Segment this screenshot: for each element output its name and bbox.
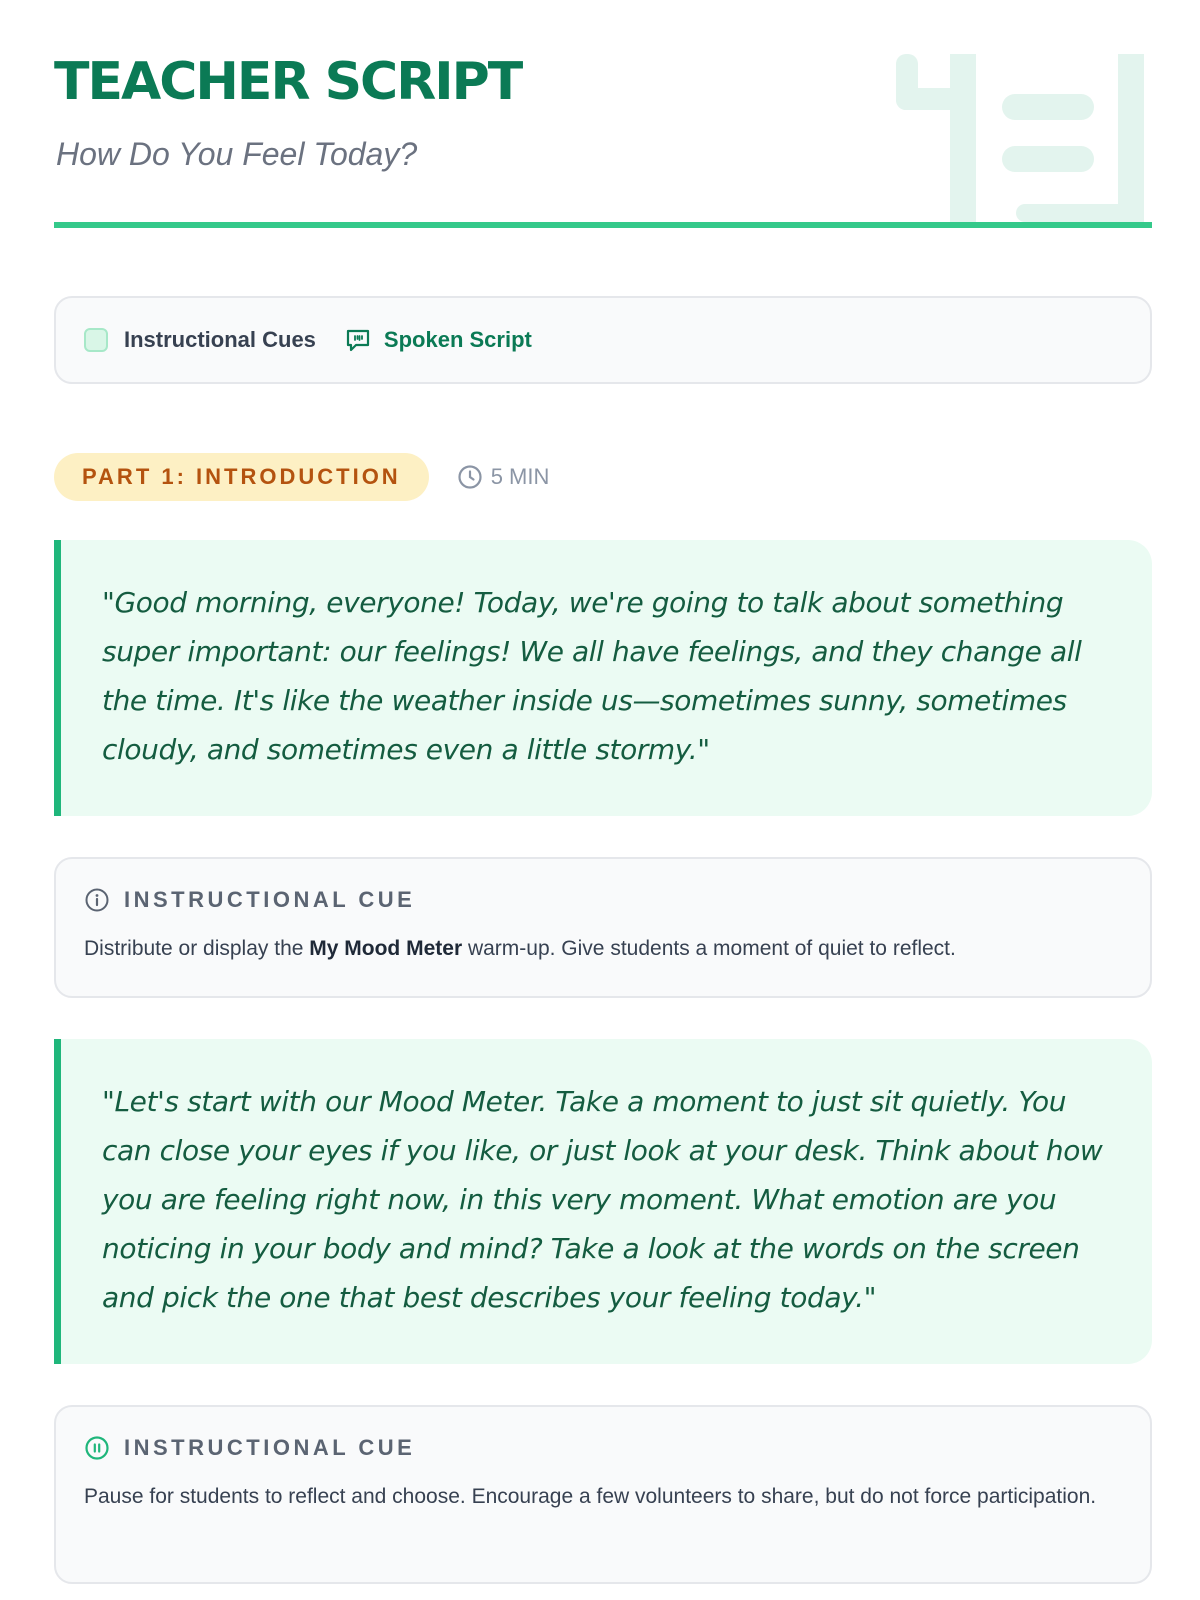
cue-label: INSTRUCTIONAL CUE — [124, 887, 416, 912]
clock-icon — [457, 464, 483, 490]
cue-header — [84, 885, 1122, 915]
cue-text-end: warm-up. Give students a moment of quiet to reflect. — [462, 937, 956, 960]
part-header — [54, 453, 549, 501]
pause-icon — [84, 1435, 110, 1461]
instructional-cue-block — [54, 857, 1152, 998]
duration-label: 5 MIN — [490, 464, 550, 489]
cue-text-emphasis: My Mood Meter — [309, 937, 463, 960]
duration — [457, 464, 550, 490]
cue-text — [84, 929, 1122, 968]
instructional-cues-swatch — [84, 328, 108, 352]
info-icon — [84, 887, 110, 913]
cue-text-start: Distribute or display the — [84, 937, 310, 960]
spoken-script-block: "Let's start with our Mood Meter. Take a moment to just sit quietly. You can close your eyes if you like, or just look at your desk. Think about how you are feeling right now, in this very moment. What emotion are you noticing in your body and mind? Take a look at the words on the screen and pick the one that best describes your feeling today." — [54, 1039, 1152, 1364]
page-header — [54, 0, 1152, 228]
legend-cues-label: Instructional Cues — [124, 327, 316, 352]
page-subtitle: How Do You Feel Today? — [56, 136, 418, 172]
legend-bar — [54, 296, 1152, 384]
page-title: TEACHER SCRIPT — [54, 52, 522, 112]
quote-scroll-icon — [896, 54, 1152, 222]
instructional-cue-block — [54, 1405, 1152, 1584]
legend-script-label: Spoken Script — [383, 327, 532, 352]
cue-header — [84, 1433, 1122, 1463]
part-badge: PART 1: INTRODUCTION — [54, 453, 429, 501]
teacher-script-page — [54, 0, 1152, 1508]
speech-bubble-icon — [344, 326, 372, 354]
cue-text: Pause for students to reflect and choose. Encourage a few volunteers to share, but do not force participation. — [84, 1485, 1097, 1508]
spoken-script-block: "Good morning, everyone! Today, we're going to talk about something super important: our feelings! We all have feelings, and they change all the time. It's like the weather inside us—sometimes sunny, sometimes cloudy, and sometimes even a little stormy." — [54, 540, 1152, 816]
cue-label: INSTRUCTIONAL CUE — [124, 1435, 416, 1460]
